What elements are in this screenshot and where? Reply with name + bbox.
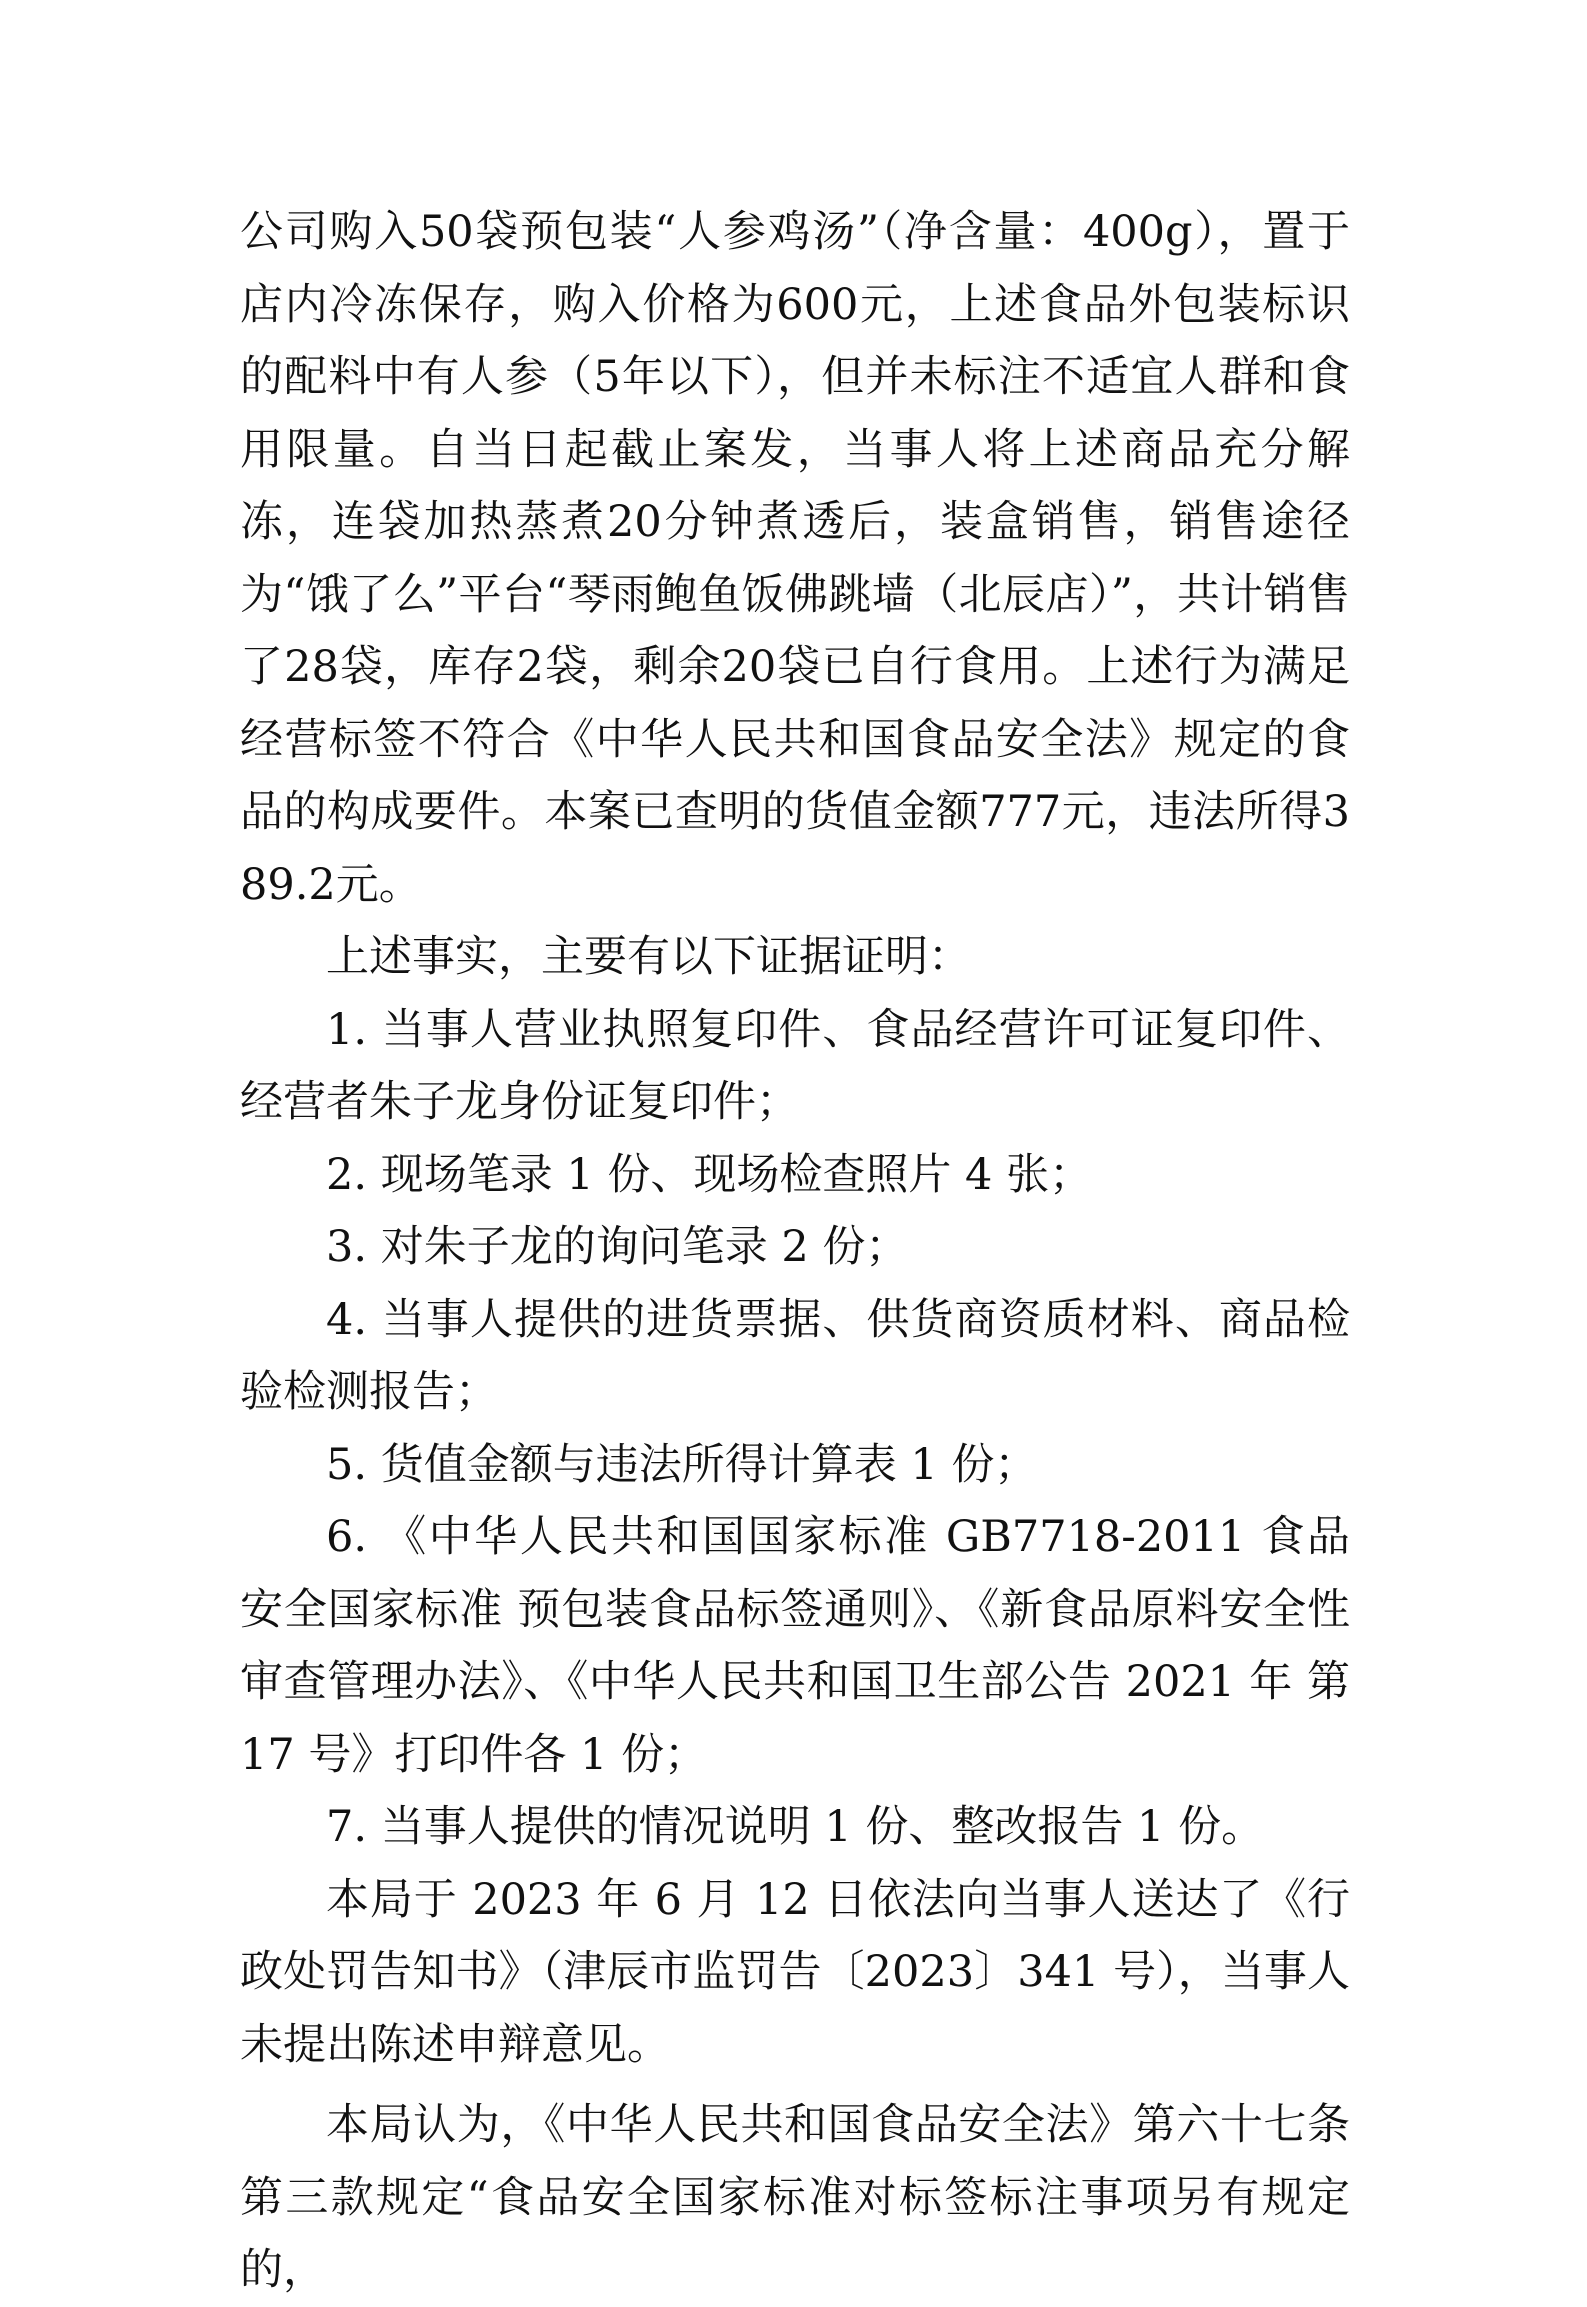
conclusion-paragraph: 本局认为，《中华人民共和国食品安全法》第六十七条第三款规定“食品安全国家标准对标签标注事项另有规定的， (240, 2100, 1350, 2295)
notice-paragraph: 本局于 2023 年 6 月 12 日依法向当事人送达了《行政处罚告知书》（津辰市监罚告〔2023〕341 号），当事人未提出陈述申辩意见。 (240, 1874, 1350, 2070)
evidence-item-5: 5. 货值金额与违法所得计算表 1 份； (326, 1439, 1038, 1490)
evidence-item-3: 3. 对朱子龙的询问笔录 2 份； (326, 1222, 909, 1272)
evidence-item-2: 2. 现场笔录 1 份、现场检查照片 4 张； (326, 1149, 1093, 1200)
evidence-item-4: 4. 当事人提供的进货票据、供货商资质材料、商品检验检测报告； (240, 1294, 1350, 1417)
evidence-intro: 上述事实，主要有以下证据证明： (326, 932, 971, 982)
facts-paragraph: 公司购入50袋预包装“人参鸡汤”（净含量：400g），置于店内冷冻保存，购入价格为600元，上述食品外包装标识的配料中有人参（5年以下），但并未标注不适宜人群和食用限量。自当日起截止案发，当事人将上述商品充分解冻，连袋加热蒸煮20分钟煮透后，装盒销售，销售途径为“饿了么”平台“琴雨鲍鱼饭佛跳墙（北辰店）”，共计销售了28袋，库存2袋，剩余20袋已自行食用。上述行为满足经营标签不符合《中华人民共和国食品安全法》规定的食品的构成要件。本案已查明的货值金额777元，违法所得389.2元。 (240, 207, 1350, 910)
evidence-item-7: 7. 当事人提供的情况说明 1 份、整改报告 1 份。 (326, 1802, 1265, 1852)
evidence-item-6: 6. 《中华人民共和国国家标准 GB7718-2011 食品安全国家标准 预包装食品标签通则》、《新食品原料安全性审查管理办法》、《中华人民共和国卫生部公告 2021 年 第 17 号》打印件各 1 份； (240, 1512, 1350, 1780)
document-body (240, 196, 1350, 2307)
evidence-item-1: 1. 当事人营业执照复印件、食品经营许可证复印件、经营者朱子龙身份证复印件； (240, 1004, 1350, 1127)
